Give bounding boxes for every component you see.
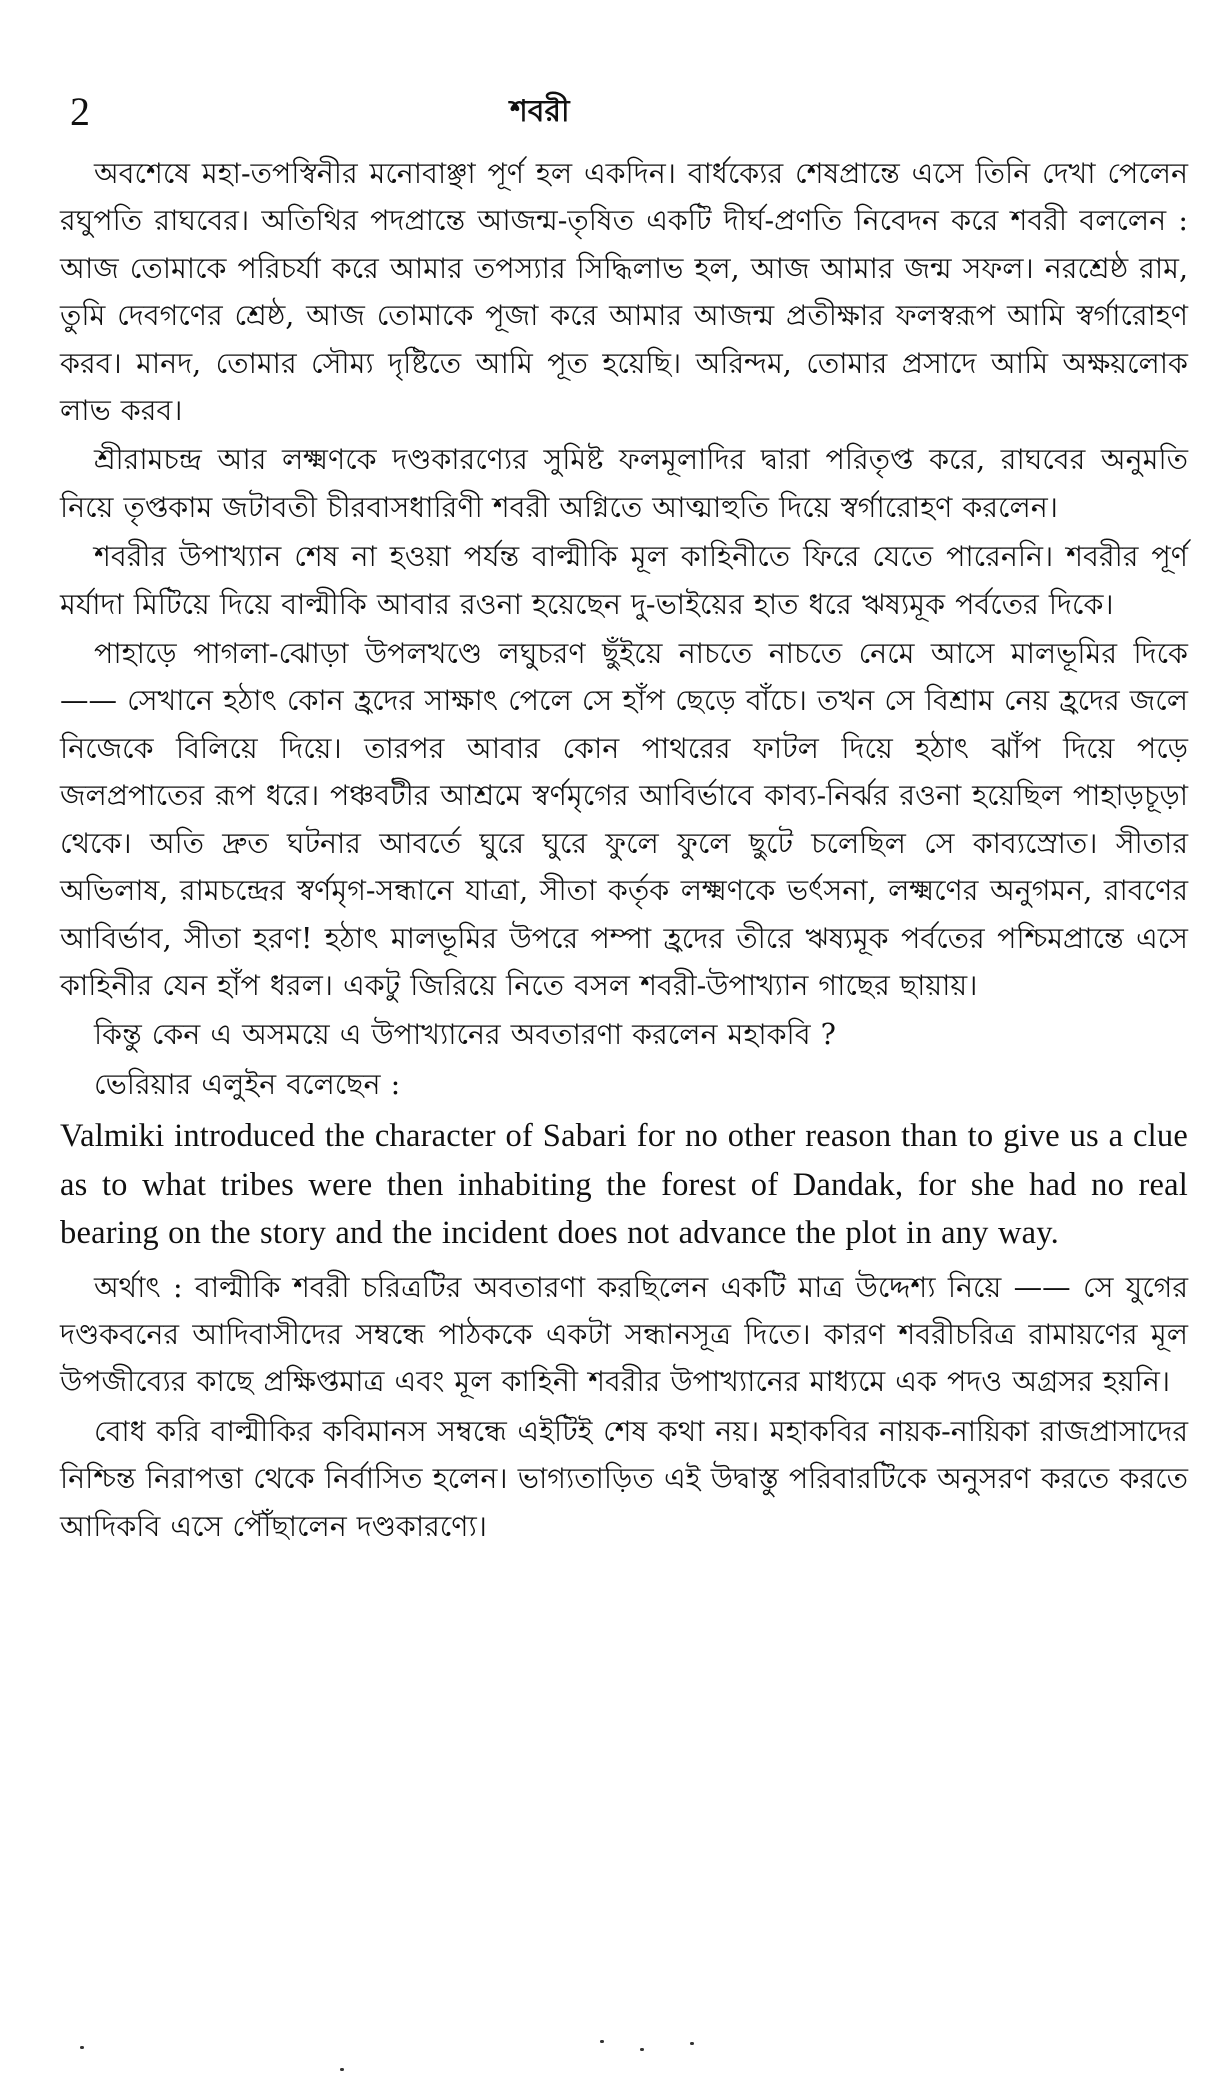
paragraph-valmiki-return: শবরীর উপাখ্যান শেষ না হওয়া পর্যন্ত বাল্মীকি মূল কাহিনীতে ফিরে যেতে পারেননি। শবরীর পূর্ণ মর্যাদা মিটিয়ে দিয়ে বাল্মীকি আবার রওনা হয়েছেন দু-ভাইয়ের হাত ধরে ঋষ্যমূক পর্বতের দিকে। [60, 540, 1188, 621]
paragraph-shabari-blessing: অবশেষে মহা-তপস্বিনীর মনোবাঞ্ছা পূর্ণ হল একদিন। বার্ধক্যের শেষপ্রান্তে এসে তিনি দেখা পেলেন রঘুপতি রাঘবের। অতিথির পদপ্রান্তে আজন্ম-তৃষিত একটি দীর্ঘ-প্রণতি নিবেদন করে শবরী বললেন : আজ তোমাকে পরিচর্যা করে আমার তপস্যার সিদ্ধিলাভ হল, আজ আমার জন্ম সফল। নরশ্রেষ্ঠ রাম, তুমি দেবগণের শ্রেষ্ঠ, আজ তোমাকে পূজা করে আমার আজন্ম প্রতীক্ষার ফলস্বরূপ আমি স্বর্গারোহণ করব। মানদ, তোমার সৌম্য দৃষ্টিতে আমি পূত হয়েছি। অরিন্দম, তোমার প্রসাদে আমি অক্ষয়লোক লাভ করব। [60, 157, 1188, 428]
scan-specks [0, 2040, 1214, 2080]
scan-speck [80, 2046, 84, 2049]
body-text [60, 150, 1188, 1552]
english-quotation: Valmiki introduced the character of Sabari for no other reason than to give us a clue as to what tribes were then inhabiting the forest of Dandak, for she had no real bearing on the story and the incident does not advance the plot in any way. [60, 1118, 1188, 1252]
scan-speck [640, 2048, 644, 2051]
page-header [0, 82, 1214, 142]
scan-speck [340, 2068, 344, 2071]
paragraph-conclusion: বোধ করি বাল্মীকির কবিমানস সম্বন্ধে এইটিই শেষ কথা নয়। মহাকবির নায়ক-নায়িকা রাজপ্রাসাদের নিশ্চিন্ত নিরাপত্তা থেকে নির্বাসিত হলেন। ভাগ্যতাড়িত এই উদ্বাস্তু পরিবারটিকে অনুসরণ করতে করতে আদিকবি এসে পৌঁছালেন দণ্ডকারণ্যে। [60, 1414, 1188, 1543]
running-title: শবরী [510, 94, 570, 129]
scan-speck [600, 2040, 604, 2043]
paragraph-shabari-ascension: শ্রীরামচন্দ্র আর লক্ষ্মণকে দণ্ডকারণ্যের সুমিষ্ট ফলমূলাদির দ্বারা পরিতৃপ্ত করে, রাঘবের অনুমতি নিয়ে তৃপ্তকাম জটাবতী চীরবাসধারিণী শবরী অগ্নিতে আত্মাহুতি দিয়ে স্বর্গারোহণ করলেন। [60, 443, 1188, 524]
scan-speck [690, 2042, 694, 2045]
page-number: 2 [70, 89, 90, 134]
paragraph-elwin-intro: ভেরিয়ার এলুইন বলেছেন : [94, 1067, 401, 1101]
paragraph-translation: অর্থাৎ : বাল্মীকি শবরী চরিত্রটির অবতারণা করছিলেন একটি মাত্র উদ্দেশ্য নিয়ে —— সে যুগের দণ্ডকবনের আদিবাসীদের সম্বন্ধে পাঠককে একটা সন্ধানসূত্র দিতে। কারণ শবরীচরিত্র রামায়ণের মূল উপজীব্যের কাছে প্রক্ষিপ্তমাত্র এবং মূল কাহিনী শবরীর উপাখ্যানের মাধ্যমে এক পদও অগ্রসর হয়নি। [60, 1270, 1188, 1399]
paragraph-question: কিন্তু কেন এ অসময়ে এ উপাখ্যানের অবতারণা করলেন মহাকবি ? [94, 1018, 836, 1052]
paragraph-narrative-stream: পাহাড়ে পাগলা-ঝোড়া উপলখণ্ডে লঘুচরণ ছুঁইয়ে নাচতে নাচতে নেমে আসে মালভূমির দিকে —— সেখানে হঠাৎ কোন হ্রদের সাক্ষাৎ পেলে সে হাঁপ ছেড়ে বাঁচে। তখন সে বিশ্রাম নেয় হ্রদের জলে নিজেকে বিলিয়ে দিয়ে। তারপর আবার কোন পাথরের ফাটল দিয়ে হঠাৎ ঝাঁপ দিয়ে পড়ে জলপ্রপাতের রূপ ধরে। পঞ্চবটীর আশ্রমে স্বর্ণমৃগের আবির্ভাবে কাব্য-নির্ঝর রওনা হয়েছিল পাহাড়চূড়া থেকে। অতি দ্রুত ঘটনার আবর্তে ঘুরে ঘুরে ফুলে ফুলে ছুটে চলেছিল সে কাব্যস্রোত। সীতার অভিলাষ, রামচন্দ্রের স্বর্ণমৃগ-সন্ধানে যাত্রা, সীতা কর্তৃক লক্ষ্মণকে ভর্ৎসনা, লক্ষ্মণের অনুগমন, রাবণের আবির্ভাব, সীতা হরণ! হঠাৎ মালভূমির উপরে পম্পা হ্রদের তীরে ঋষ্যমূক পর্বতের পশ্চিমপ্রান্তে এসে কাহিনীর যেন হাঁপ ধরল। একটু জিরিয়ে নিতে বসল শবরী-উপাখ্যান গাছের ছায়ায়। [60, 637, 1188, 1002]
